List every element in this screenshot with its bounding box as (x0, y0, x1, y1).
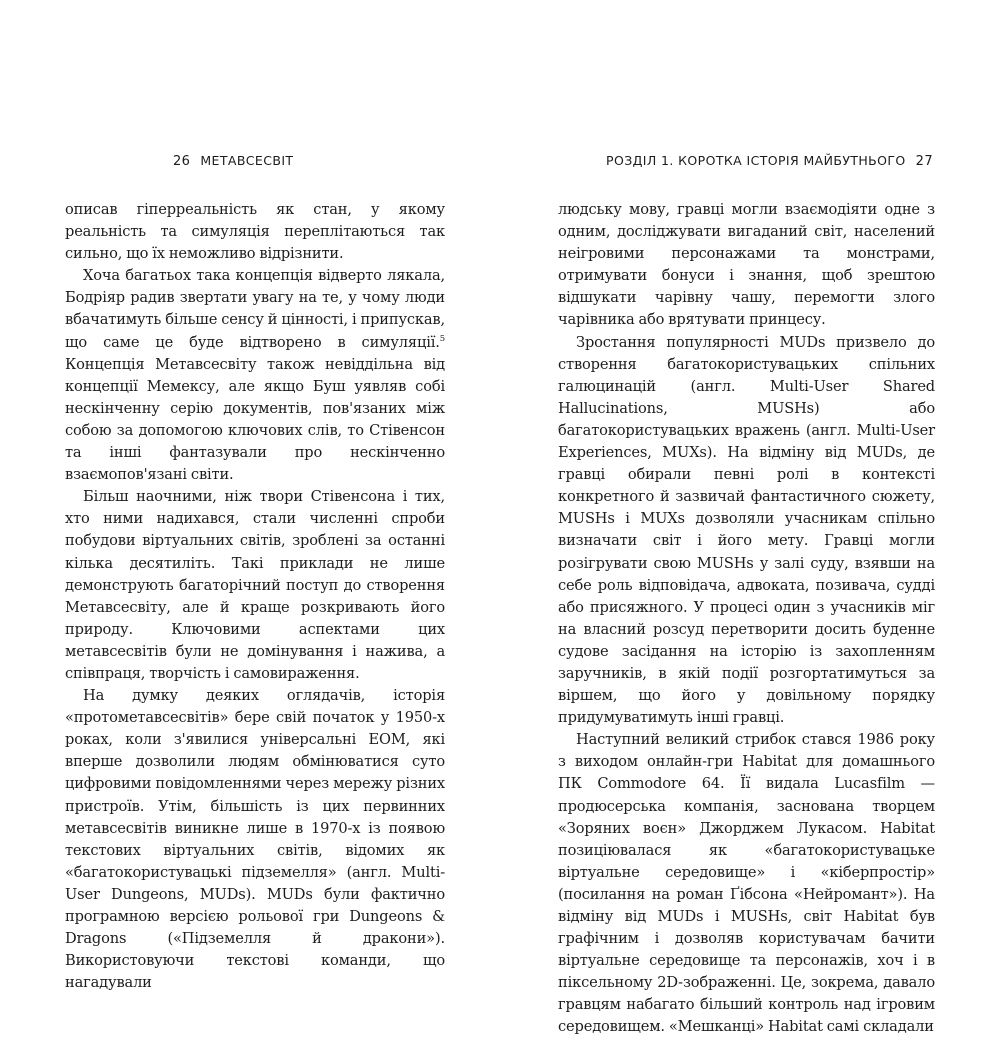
running-head-left (65, 153, 445, 169)
paragraph (65, 265, 445, 486)
paragraph: На думку деяких оглядачів, історія «протометавсесвітів» бере свій початок у 1950-х роках, коли з'явилися універсальні ЕОМ, які вперше дозволили людям обмінюватися суто цифровими повідомленнями через мережу різних пристроїв. Утім, більшість із цих первинних метавсесвітів виникне лише в 1970-х із появою текстових віртуальних світів, відомих як «багатокористувацькі підземелля» (англ. Multi-User Dungeons, MUDs). MUDs були фактично програмною версією рольової гри Dungeons & Dragons («Підземелля й дракони»). Використовуючи текстові команди, що нагадували (65, 687, 445, 992)
page-number-right: 27 (915, 154, 933, 169)
paragraph: Зростання популярності MUDs призвело до створення багатокористувацьких спільних галюцинацій (англ. Multi-User Shared Hallucinations, MUSHs) або багатокористувацьких вражень (англ. Multi-User Experiences, MUXs). На відміну від MUDs, де гравці обирали певні ролі в контексті конкретного й зазвичай фантастичного сюжету, MUSHs і MUXs дозволяли учасникам спільно визначати світ і його мету. Гравці могли розігрувати свою MUSHs у залі суду, взявши на себе роль відповідача, адвоката, позивача, судді або присяжного. У процесі один з учасників міг на власний розсуд перетворити досить буденне судове засідання на історію із захопленням заручників, в якій події розгортатимуться за віршем, що його у довільному порядку придумуватимуть інші гравці. (558, 333, 935, 727)
paragraph: описав гіперреальність як стан, у якому реальність та симуляція переплітаються так сильно, що їх неможливо відрізнити. (65, 201, 445, 263)
running-head-title-left: МЕТАВСЕСВІТ (200, 153, 294, 168)
running-head-title-right: РОЗДІЛ 1. КОРОТКА ІСТОРІЯ МАЙБУТНЬОГО (606, 153, 906, 168)
right-page-body (558, 199, 935, 1039)
footnote-ref: 5 (439, 333, 445, 344)
paragraph: Наступний великий стрибок стався 1986 року з виходом онлайн-гри Habitat для домашнього ПК Commodore 64. Її видала Lucasfilm — продюсерська компанія, заснована творцем «Зоряних воєн» Джорджем Лукасом. Habitat позиціювалася як «багатокористувацьке віртуальне середовище» і «кіберпростір» (посилання на роман Ґібсона «Нейромант»). На відміну від MUDs і MUSHs, світ Habitat був графічним і дозволяв користувачам бачити віртуальне середовище та персонажів, хоч і в піксельному 2D-зображенні. Це, зокрема, давало гравцям набагато більший контроль над ігровим середовищем. «Мешканці» Habitat самі складали (558, 731, 935, 1036)
paragraph: людську мову, гравці могли взаємодіяти одне з одним, досліджувати вигаданий світ, населений неігровими персонажами та монстрами, отримувати бонуси і знання, щоб зрештою відшукати чарівну чашу, перемогти злого чарівника або врятувати принцесу. (558, 201, 935, 329)
running-head-right (558, 153, 935, 169)
page-number-left: 26 (173, 154, 191, 169)
right-page (558, 153, 935, 1039)
left-page-body (65, 199, 445, 994)
left-page (65, 153, 445, 994)
paragraph: Більш наочними, ніж твори Стівенсона і тих, хто ними надихався, стали численні спроби побудови віртуальних світів, зроблені за останні кілька десятиліть. Такі приклади не лише демонструють багаторічний поступ до створення Метавсесвіту, але й краще розкривають його природу. Ключовими аспектами цих метавсесвітів були не домінування і нажива, а співпраця, творчість і самовираження. (65, 488, 445, 682)
paragraph-text-continued: Концепція Метавсесвіту також невіддільна від концепції Мемексу, але якщо Буш уявляв собі нескінченну серію документів, пов'язаних між собою за допомогою ключових слів, то Стівенсон та інші фантазували про нескінченно взаємопов'язані світи. (65, 355, 445, 484)
paragraph-text: Хоча багатьох така концепція відверто лякала, Бодріяр радив звертати увагу на те, у чому люди вбачатимуть більше сенсу й цінності, і припускав, що саме це буде відтворено в симуляції. (65, 267, 445, 351)
